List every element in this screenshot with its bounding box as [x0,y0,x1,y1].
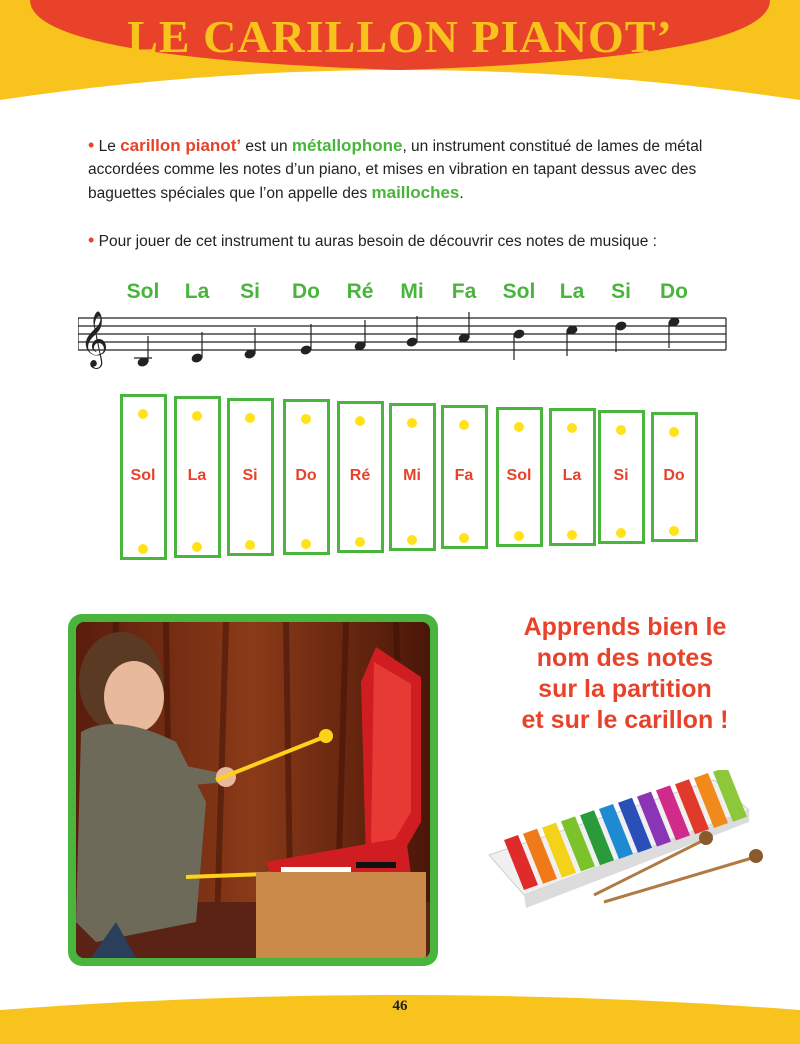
bar-dot [669,526,679,536]
bar-dot [567,423,577,433]
bar-dot [407,418,417,428]
bar-label: Sol [130,467,156,484]
bar-dot [616,528,626,538]
term-mailloches: mailloches [371,183,460,202]
staff-note [299,324,312,356]
note-name: Sol [502,280,536,303]
note-name: La [559,280,585,303]
note-name: La [184,280,210,303]
bar-dot [138,544,148,554]
bar-label: Si [613,466,629,484]
page-title: LE CARILLON PIANOT’ [127,11,673,62]
xylophone-bar [598,410,645,544]
staff-note [190,332,203,364]
bar-dot [192,542,202,552]
bar-label: La [562,466,582,484]
xylophone-bar [389,403,436,551]
staff-note [353,320,366,352]
bar-dot [355,537,365,547]
staff-note [457,312,470,344]
xylophone-bar [549,408,596,545]
note-name: Sol [126,280,160,303]
music-staff [78,300,730,380]
staff-note [512,328,525,360]
bar-dot [245,413,255,423]
bar-label: Si [242,466,258,484]
bar-label: Sol [506,466,532,484]
note-name: Si [611,280,631,303]
bar-dot [301,414,311,424]
bar-dot [245,540,255,550]
bar-dot [407,535,417,545]
intro-paragraph: • Le carillon pianot’ est un métallophone, un instrument constitué de lames de métal accordées comme les notes d’un piano, et mises en vibration en tapant dessus avec des baguettes spéciales que l’on appelle des mailloches. [88,135,703,202]
xylophone-bar [496,407,543,548]
bullet: • [88,230,95,250]
note-name: Fa [451,280,477,303]
xylophone-bar [227,398,274,557]
child-playing-photo [76,622,430,958]
term-carillon: carillon pianot’ [120,136,242,155]
bar-dot [138,409,148,419]
bar-label: Do [295,466,317,484]
glockenspiel-illustration [484,770,784,920]
staff-note [405,316,418,348]
staff-note [614,320,627,352]
bar-dot [514,531,524,541]
note-name: Do [660,280,688,303]
callout-text: Apprends bien le nom des notes sur la partition et sur le carillon ! [521,613,729,734]
bar-label: Do [663,467,685,484]
bar-dot [355,416,365,426]
bar-dot [669,427,679,437]
bullet: • [88,135,95,155]
note-name: Mi [400,280,424,303]
bar-label: Mi [403,467,421,484]
bar-dot [459,420,469,430]
bar-dot [616,425,626,435]
note-name: Do [292,280,320,303]
staff-note [565,324,578,356]
term-metallophone: métallophone [291,136,403,155]
treble-clef-icon: 𝄞 [80,311,109,367]
note-name: Ré [346,280,374,303]
instruction-paragraph: • Pour jouer de cet instrument tu auras besoin de découvrir ces notes de musique : [88,230,657,250]
bar-dot [459,533,469,543]
bar-dot [514,422,524,432]
page-number: 46 [392,998,408,1014]
staff-note [667,316,680,348]
bar-label: Ré [349,466,371,484]
note-name: Si [240,280,260,303]
xylophone-bar [441,405,488,549]
bar-dot [567,530,577,540]
bar-label: Fa [454,466,474,484]
staff-note [243,328,256,360]
xylophone-bar [174,396,221,558]
xylophone-bar [120,394,167,560]
staff-note [134,336,152,368]
xylophone-bar [283,399,330,554]
bar-label: La [187,466,207,484]
bar-dot [301,539,311,549]
photo-frame [68,614,438,966]
bar-dot [192,411,202,421]
xylophone-bar [651,412,698,542]
xylophone-bar [337,401,384,553]
